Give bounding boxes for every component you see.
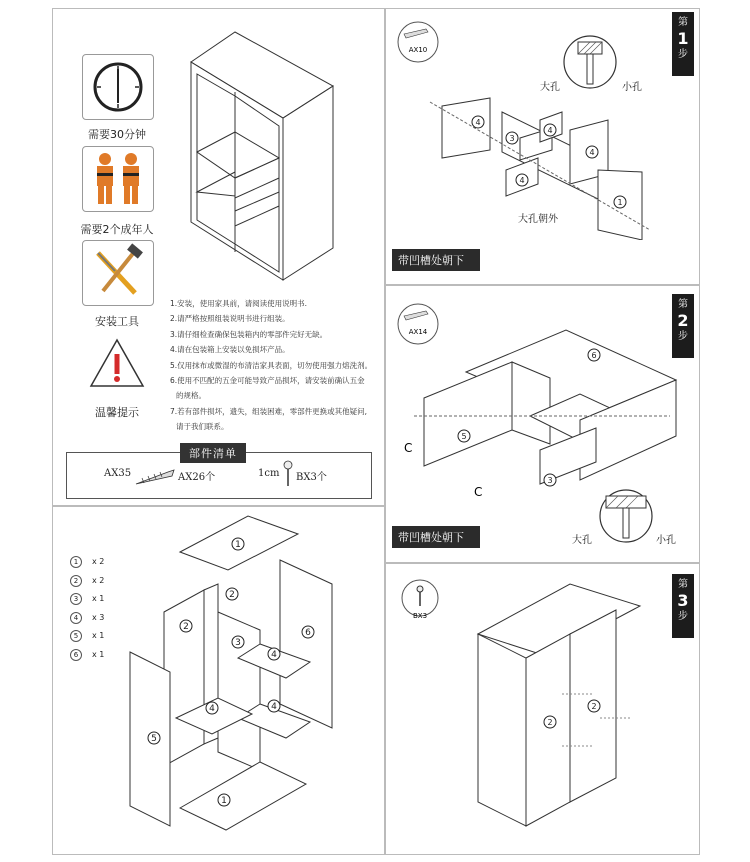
part-code: BX3 (412, 612, 428, 620)
step1-big-out-label: 大孔朝外 (518, 214, 558, 225)
panel-label: 4 (271, 702, 277, 712)
note-item: 7.若有部件损坏，遗失，组装困难，零部件更换或其他疑问, (170, 406, 368, 416)
legend-item: 4 x 3 (70, 609, 104, 628)
step1-part-icon (396, 20, 440, 64)
step2-tag: 第 2 步 (672, 294, 694, 358)
parts-title: 部件清单 (180, 443, 246, 463)
panel-label: 5 (461, 432, 467, 441)
parts-legend (70, 553, 104, 664)
panel-label: 4 (519, 176, 525, 185)
panel-label: 6 (591, 351, 597, 360)
screw-count: AX26个 (178, 472, 216, 483)
legend-item: 3 x 1 (70, 590, 104, 609)
step2-small-hole-label: 小孔 (656, 535, 676, 546)
legend-item: 6 x 1 (70, 646, 104, 665)
step1-groove-bar: 带凹槽处朝下 (392, 249, 480, 271)
part-code: AX10 (408, 46, 428, 54)
panel-label: 2 (547, 718, 553, 727)
part-code: AX14 (408, 328, 428, 336)
legend-item: 5 x 1 (70, 627, 104, 646)
dowel-count: BX3个 (296, 472, 327, 483)
panel-label: 1 (617, 198, 623, 207)
tools-caption: 安装工具 (95, 315, 139, 328)
panel-label: 4 (475, 118, 481, 127)
note-item: 2.请严格按照组装说明书进行组装。 (170, 314, 290, 324)
panel-label: 3 (547, 476, 553, 485)
note-item: 4.请在包装箱上安装以免损坏产品。 (170, 345, 290, 355)
panel-label: 2 (183, 622, 189, 632)
legend-item: 2 x 2 (70, 572, 104, 591)
step3-part-icon (400, 578, 440, 624)
dowel-icon (282, 460, 294, 488)
note-item: 1.安装，使用家具前，请阅读使用说明书. (170, 299, 308, 308)
panel-label: 2 (229, 590, 235, 600)
c-mark: C (474, 485, 483, 499)
step3-tag: 第 3 步 (672, 574, 694, 638)
panel-label: 4 (547, 126, 553, 135)
tools-tile (82, 240, 154, 306)
panel-label: 3 (235, 638, 241, 648)
note-item: 请于我们联系。 (176, 422, 229, 432)
step1-big-hole-label: 大孔 (540, 82, 560, 93)
clock-tile (82, 54, 154, 120)
panel-label: 3 (509, 134, 515, 143)
step1-small-hole-label: 小孔 (622, 82, 642, 93)
note-item: 的规格。 (176, 391, 206, 401)
people-tile (82, 146, 154, 212)
panel-label: 1 (235, 540, 241, 550)
step3-cabinet (470, 580, 650, 830)
cabinet-overview (185, 26, 340, 286)
step2-big-hole-label: 大孔 (572, 535, 592, 546)
note-item: 3.请仔细检查确保包装箱内的零部件完好无缺。 (170, 329, 328, 339)
exploded-view-diagram (120, 508, 380, 848)
warning-icon (88, 336, 146, 394)
dowel-code: 1cm (258, 468, 280, 479)
panel-label: 2 (591, 702, 597, 711)
step2-hole-detail (596, 486, 656, 546)
tools-icon (83, 241, 153, 305)
screw-code: AX35 (104, 468, 132, 479)
time-caption: 需要30分钟 (88, 128, 146, 141)
panel-label: 4 (209, 704, 215, 714)
panel-label: 4 (271, 650, 277, 660)
panel-label: 5 (151, 734, 157, 744)
panel-label: 6 (305, 628, 311, 638)
note-item: 5.仅用抹布或微湿的布清洁家具表面，切勿使用强力熔洗剂。 (170, 360, 373, 370)
screw-icon (134, 468, 178, 486)
step2-groove-bar: 带凹槽处朝下 (392, 526, 480, 548)
step1-tag: 第 1 步 (672, 12, 694, 76)
c-mark: C (404, 441, 413, 455)
workers-icon (83, 147, 153, 211)
legend-item: 1 x 2 (70, 553, 104, 572)
panel-label: 1 (221, 796, 227, 806)
instructions-list (170, 296, 380, 435)
note-item: 6.使用不匹配的五金可能导致产品损坏，请安装前确认五金 (170, 376, 365, 386)
panel-label: 4 (589, 148, 595, 157)
clock-icon (83, 55, 153, 119)
people-caption: 需要2个成年人 (80, 223, 154, 236)
step1-hole-detail (560, 32, 620, 92)
warning-caption: 温馨提示 (95, 406, 139, 419)
